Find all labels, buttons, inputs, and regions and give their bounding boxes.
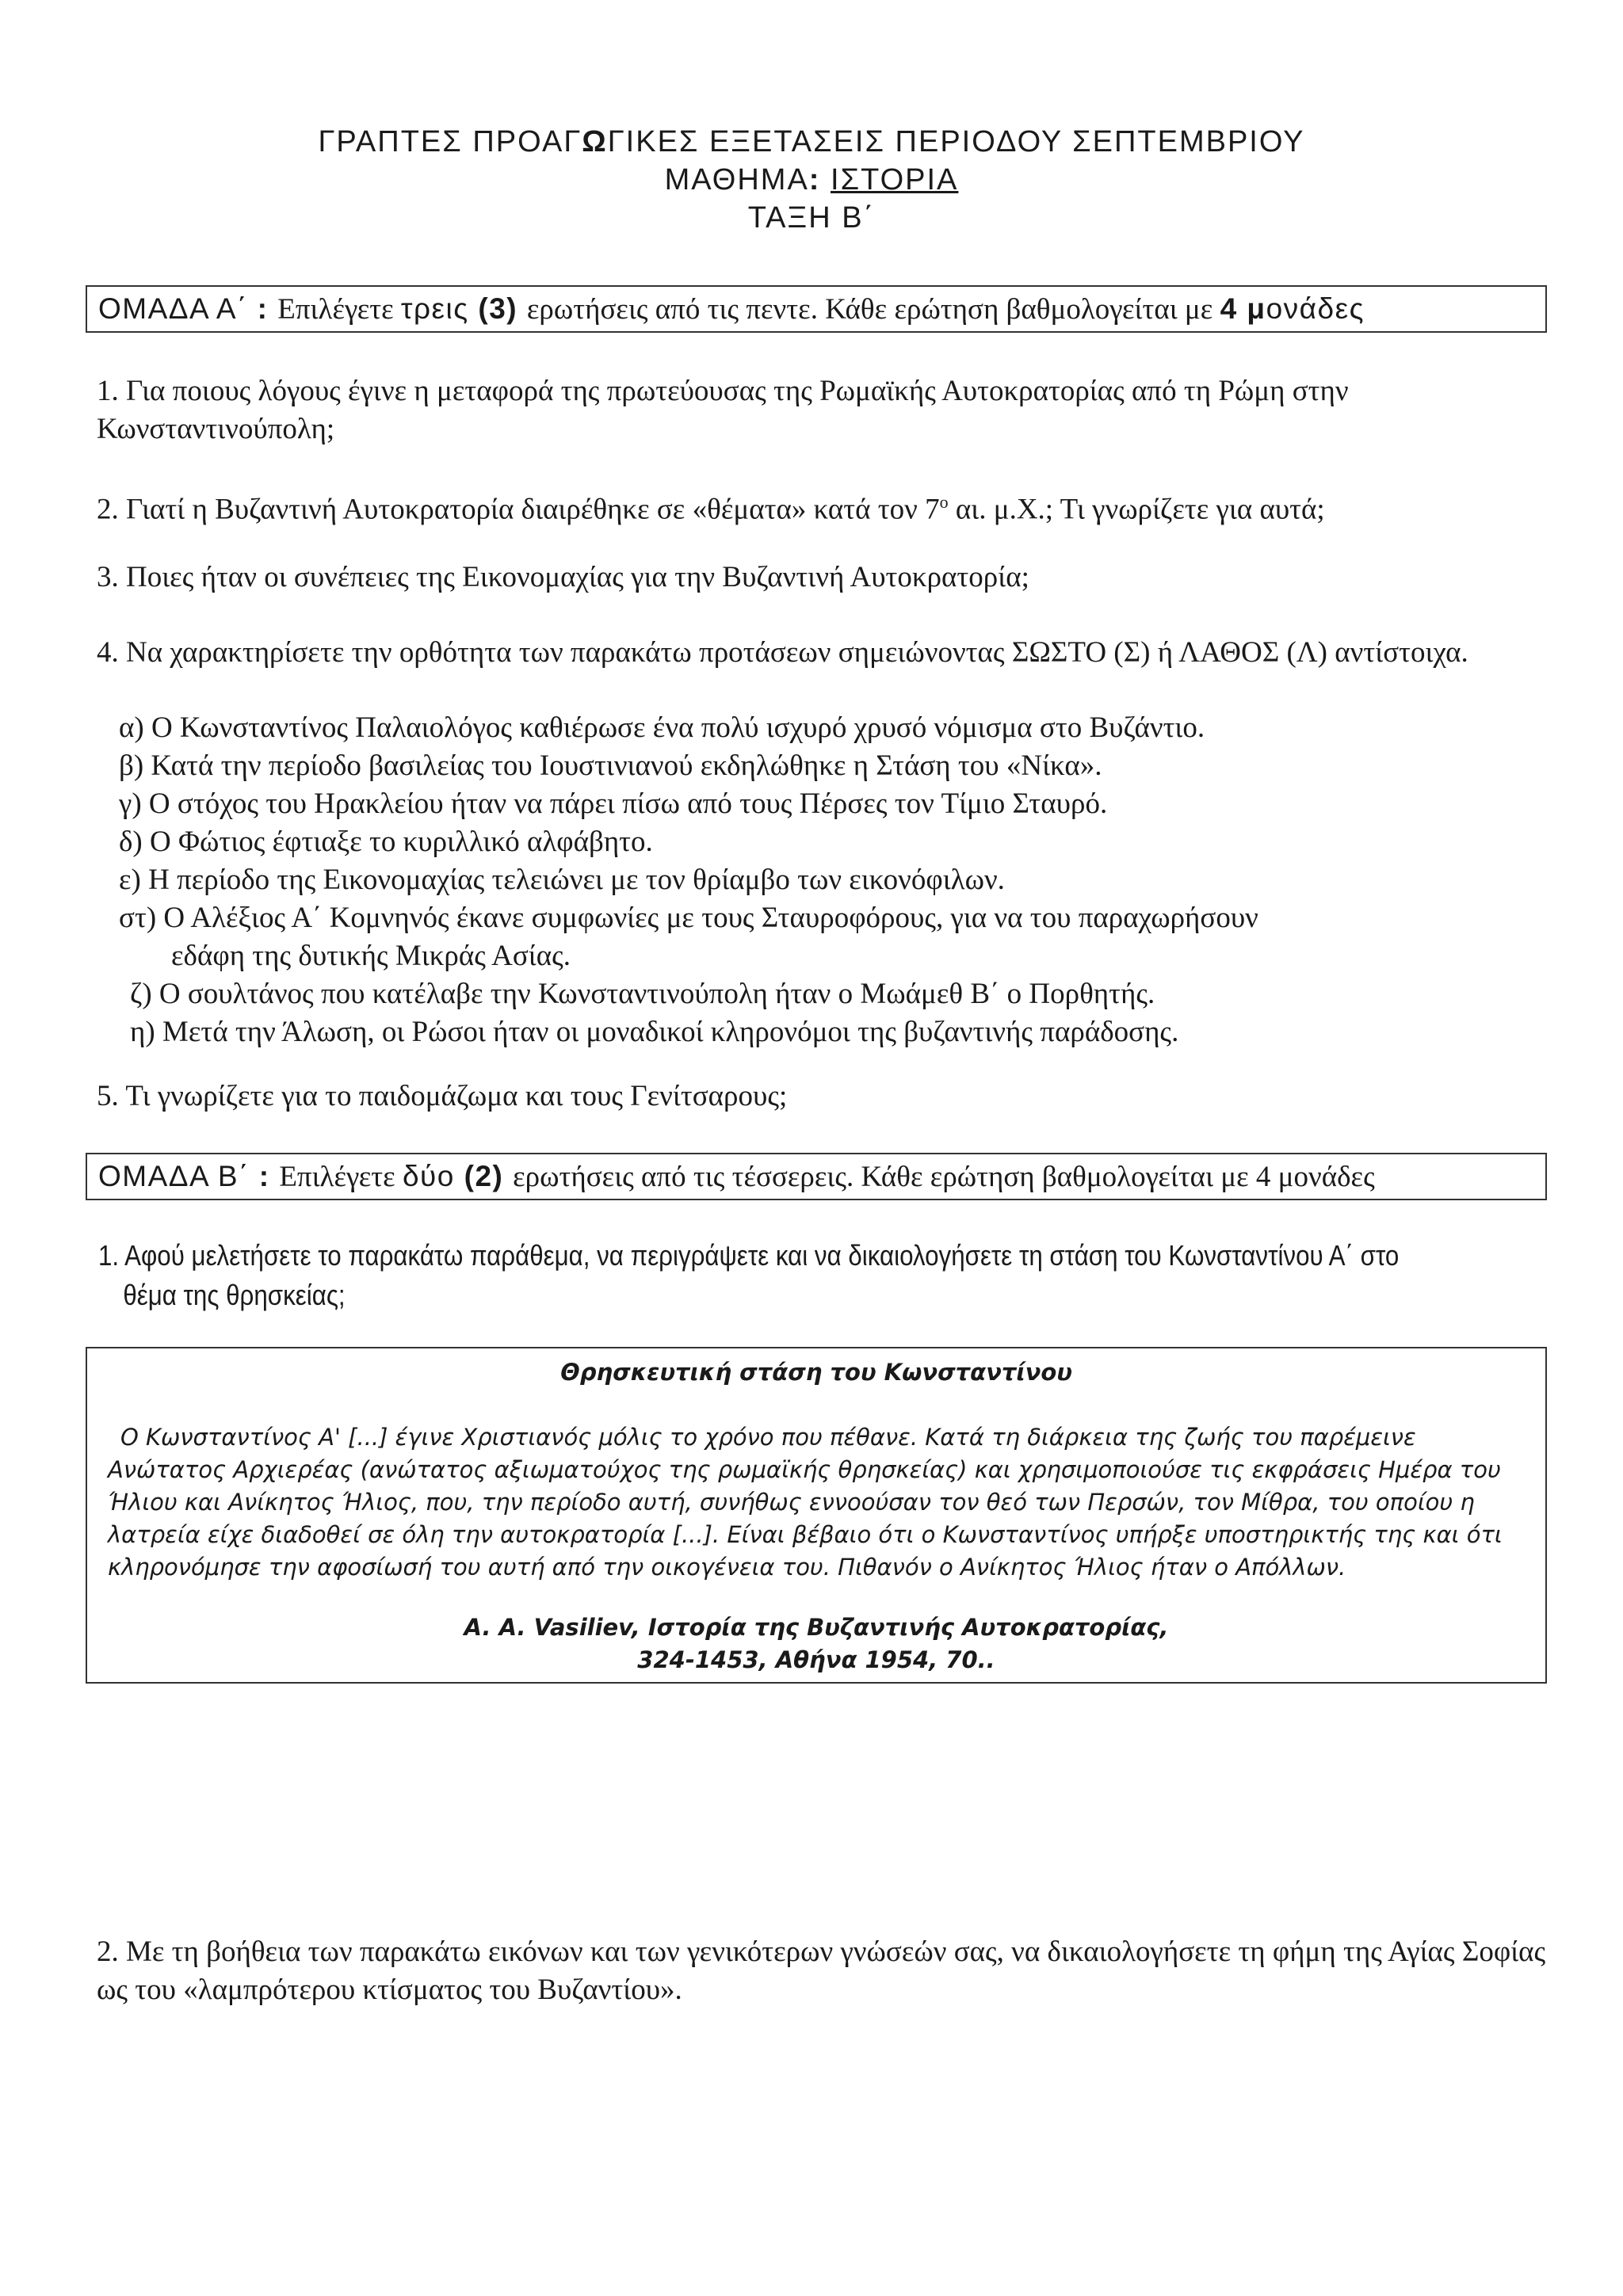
statement-st-continued: εδάφη της δυτικής Μικράς Ασίας. xyxy=(171,940,571,972)
group-b-count-word: δύο xyxy=(402,1160,455,1192)
subject-colon: : xyxy=(808,163,821,196)
source-body xyxy=(108,1421,1515,1584)
source-line: Ο Κωνσταντίνος Α' [...] έγινε Χριστιανός μόλις το χρόνο που πέθανε. Κατά τη διάρκεια της ζωής του παρέμεινε xyxy=(120,1424,1416,1451)
subject-line xyxy=(0,161,1623,199)
group-a-points-word: ονάδες xyxy=(1266,292,1365,325)
question-a2-text: 2. Γιατί η Βυζαντινή Αυτοκρατορία διαιρέθηκε σε «θέματα» κατά τον 7 xyxy=(97,493,940,526)
question-a2-text-end: αι. μ.Χ.; Τι γνωρίζετε για αυτά; xyxy=(948,493,1325,526)
statement-z: ζ) Ο σουλτάνος που κατέλαβε την Κωνσταντινούπολη ήταν ο Μωάμεθ Β΄ ο Πορθητής. xyxy=(130,978,1155,1010)
subject-label: ΜΑΘΗΜΑ xyxy=(664,163,809,196)
group-a-colon: : xyxy=(247,292,278,325)
exam-header xyxy=(0,123,1623,237)
group-b-count-num: (2) xyxy=(454,1160,514,1192)
statement-d: δ) Ο Φώτιος έφτιαξε το κυριλλικό αλφάβητο. xyxy=(119,826,653,858)
question-b2: 2. Με τη βοήθεια των παρακάτω εικόνων και των γενικότερων γνώσεών σας, να δικαιολογήσετε τη φήμη της Αγίας Σοφίας ως του «λαμπρότερου κτίσματος του Βυζαντίου». xyxy=(97,1936,1546,2006)
exam-title-part2: ΓΙΚΕΣ ΕΞΕΤΑΣΕΙΣ ΠΕΡΙΟΔΟΥ ΣΕΠΤΕΜΒΡΙΟΥ xyxy=(607,125,1305,158)
question-b1-line1: 1. Αφού μελετήσετε το παρακάτω παράθεμα, να περιγράψετε και να δικαιολογήσετε τη στάση του Κωνσταντίνου Α΄ στο xyxy=(98,1239,1400,1272)
grade-line: ΤΑΞΗ Β΄ xyxy=(747,201,876,235)
group-b-colon: : xyxy=(249,1160,280,1192)
question-b1-line2: θέμα της θρησκείας; xyxy=(123,1279,346,1311)
exam-title-bold-letter: Ω xyxy=(582,125,608,158)
question-a4: 4. Να χαρακτηρίσετε την ορθότητα των παρακάτω προτάσεων σημειώνοντας ΣΩΣΤΟ (Σ) ή ΛΑΘΟΣ (Λ) αντίστοιχα. xyxy=(97,636,1468,669)
question-b1 xyxy=(98,1236,1400,1315)
source-citation-line2: 324-1453, Αθήνα 1954, 70.. xyxy=(637,1646,995,1673)
question-a3: 3. Ποιες ήταν οι συνέπειες της Εικονομαχίας για την Βυζαντινή Αυτοκρατορία; xyxy=(97,561,1029,593)
group-b-title: ΟΜΑΔΑ Β΄ xyxy=(98,1160,250,1192)
group-b-text1: Επιλέγετε xyxy=(279,1161,403,1193)
source-title: Θρησκευτική στάση του Κωνσταντίνου xyxy=(560,1359,1072,1386)
subject-value: ΙΣΤΟΡΙΑ xyxy=(831,163,959,196)
group-a-text2: ερωτήσεις από τις πεντε. Κάθε ερώτηση βαθμολογείται με xyxy=(526,293,1220,326)
statement-h: η) Μετά την Άλωση, οι Ρώσοι ήταν οι μοναδικοί κληρονόμοι της βυζαντινής παράδοσης. xyxy=(130,1016,1179,1048)
source-line: κληρονόμησε την αφοσίωσή του αυτή από την οικογένεια του. Πιθανόν ο Ανίκητος Ήλιος ήταν ο Απόλλων. xyxy=(108,1554,1346,1581)
group-b-header xyxy=(86,1153,1547,1200)
question-a5: 5. Τι γνωρίζετε για το παιδομάζωμα και τους Γενίτσαρους; xyxy=(97,1080,788,1112)
source-citation-line1: A. A. Vasiliev, Ιστορία της Βυζαντινής Αυτοκρατορίας, xyxy=(464,1614,1169,1641)
statement-st: στ) Ο Αλέξιος Α΄ Κομνηνός έκανε συμφωνίες με τους Σταυροφόρους, για να του παραχωρήσουν xyxy=(119,902,1258,934)
statement-b: β) Κατά την περίοδο βασιλείας του Ιουστινιανού εκδηλώθηκε η Στάση του «Νίκα». xyxy=(119,749,1102,782)
question-a1: 1. Για ποιους λόγους έγινε η μεταφορά της πρωτεύουσας της Ρωμαϊκής Αυτοκρατορίας από τη Ρώμη στην Κωνσταντινούπολη; xyxy=(97,375,1349,445)
group-a-header xyxy=(86,285,1547,333)
question-a2 xyxy=(97,483,1547,528)
exam-title xyxy=(0,123,1623,161)
statement-c: γ) Ο στόχος του Ηρακλείου ήταν να πάρει πίσω από τους Πέρσες τον Τίμιο Σταυρό. xyxy=(119,788,1108,820)
group-a-count-word: τρεις xyxy=(400,292,469,325)
group-a-points-num: 4 μ xyxy=(1220,292,1266,325)
question-a2-superscript: ο xyxy=(939,492,949,512)
source-citation xyxy=(87,1611,1545,1676)
source-excerpt-box xyxy=(86,1347,1547,1684)
source-line: Ανώτατος Αρχιερέας (ανώτατος αξιωματούχος της ρωμαϊκής θρησκείας) και χρησιμοποιούσε τις εκφράσεις Ημέρα του xyxy=(108,1456,1501,1483)
group-a-count-num: (3) xyxy=(468,292,527,325)
statement-e: ε) Η περίοδο της Εικονομαχίας τελειώνει με τον θρίαμβο των εικονόφιλων. xyxy=(119,864,1005,896)
statement-a: α) Ο Κωνσταντίνος Παλαιολόγος καθιέρωσε ένα πολύ ισχυρό χρυσό νόμισμα στο Βυζάντιο. xyxy=(119,711,1205,744)
source-line: Ήλιου και Ανίκητος Ήλιος, που, την περίοδο αυτή, συνήθως εννοούσαν τον θεό των Περσών, τον Μίθρα, του οποίου η xyxy=(108,1489,1475,1516)
source-line: λατρεία είχε διαδοθεί σε όλη την αυτοκρατορία [...]. Είναι βέβαιο ότι ο Κωνσταντίνος υπήρξε υποστηρικτής της και ότι xyxy=(108,1521,1503,1548)
exam-title-part1: ΓΡΑΠΤΕΣ ΠΡΟΑΓ xyxy=(318,125,582,158)
group-a-text1: Επιλέγετε xyxy=(277,293,401,326)
group-b-text2: ερωτήσεις από τις τέσσερεις. Κάθε ερώτηση βαθμολογείται με 4 μονάδες xyxy=(513,1161,1375,1193)
group-a-title: ΟΜΑΔΑ Α΄ xyxy=(98,292,248,325)
